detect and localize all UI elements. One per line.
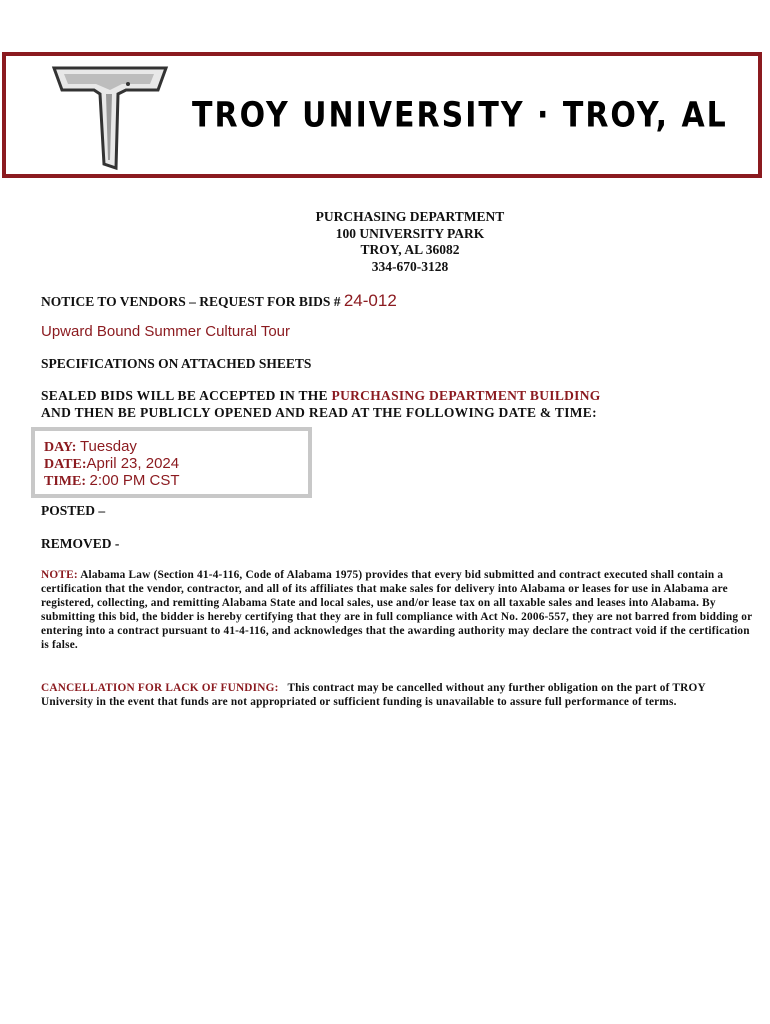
cancellation-label: CANCELLATION FOR LACK OF FUNDING: [41,682,279,694]
bid-opening-box [31,427,312,498]
troy-t-logo [50,64,170,174]
city-state-zip: TROY, AL 36082 [360,242,460,257]
street-address: 100 UNIVERSITY PARK [335,225,485,241]
time-row [44,473,180,490]
notice-label: NOTICE TO VENDORS – REQUEST FOR BIDS # [41,294,341,309]
phone-number: 334-670-3128 [371,258,449,274]
posted-label: POSTED – [41,503,106,518]
alabama-law-note [41,568,753,652]
address-block [0,209,770,275]
note-label: NOTE: [41,569,78,581]
note-text: Alabama Law (Section 41-4-116, Code of Alabama 1975) provides that every bid submitted and contract executed shall contain a certification that the vendor, contractor, and all of its affiliates that make sales for delivery into Alabama or leases for use in Alabama are registered, collecting, and remitting Alabama State and local sales, use and/or lease tax on all taxable sales and leases into Alabama. By submitting this bid, the bidder is hereby certifying that they are in full compliance with Act No. 2006-557, they are not barred from bidding or entering into a contract pursuant to 41-4-116, and acknowledges that the awarding authority may declare the contract void if the certification is false. [41,569,753,651]
day-label: DAY: [44,440,77,455]
sealed-location: PURCHASING DEPARTMENT BUILDING [331,388,601,403]
cancellation-clause [41,681,753,709]
notice-line [41,291,397,311]
sealed-suffix: AND THEN BE PUBLICLY OPENED AND READ AT THE FOLLOWING DATE & TIME: [41,404,597,420]
day-value: Tuesday [79,438,137,455]
removed-label: REMOVED - [41,536,120,551]
letterhead [2,52,762,178]
day-row [44,439,137,456]
header-title: TROY UNIVERSITY · TROY, AL [192,95,728,136]
bid-number: 24-012 [343,291,397,310]
time-label: TIME: [44,474,86,489]
date-row [44,456,179,473]
time-value: 2:00 PM CST [89,472,180,489]
sealed-bids-statement [41,388,753,421]
date-label: DATE: [44,457,87,472]
project-title: Upward Bound Summer Cultural Tour [41,323,291,340]
specifications-line: SPECIFICATIONS ON ATTACHED SHEETS [41,356,312,371]
date-value: April 23, 2024 [86,455,180,472]
cancellation-text: This contract may be cancelled without any further obligation on the part of TROY University in the event that funds are not appropriated or sufficient funding is unavailable to assure full performance of terms. [41,682,706,708]
department-name: PURCHASING DEPARTMENT [315,209,505,224]
sealed-prefix: SEALED BIDS WILL BE ACCEPTED IN THE [41,388,332,403]
